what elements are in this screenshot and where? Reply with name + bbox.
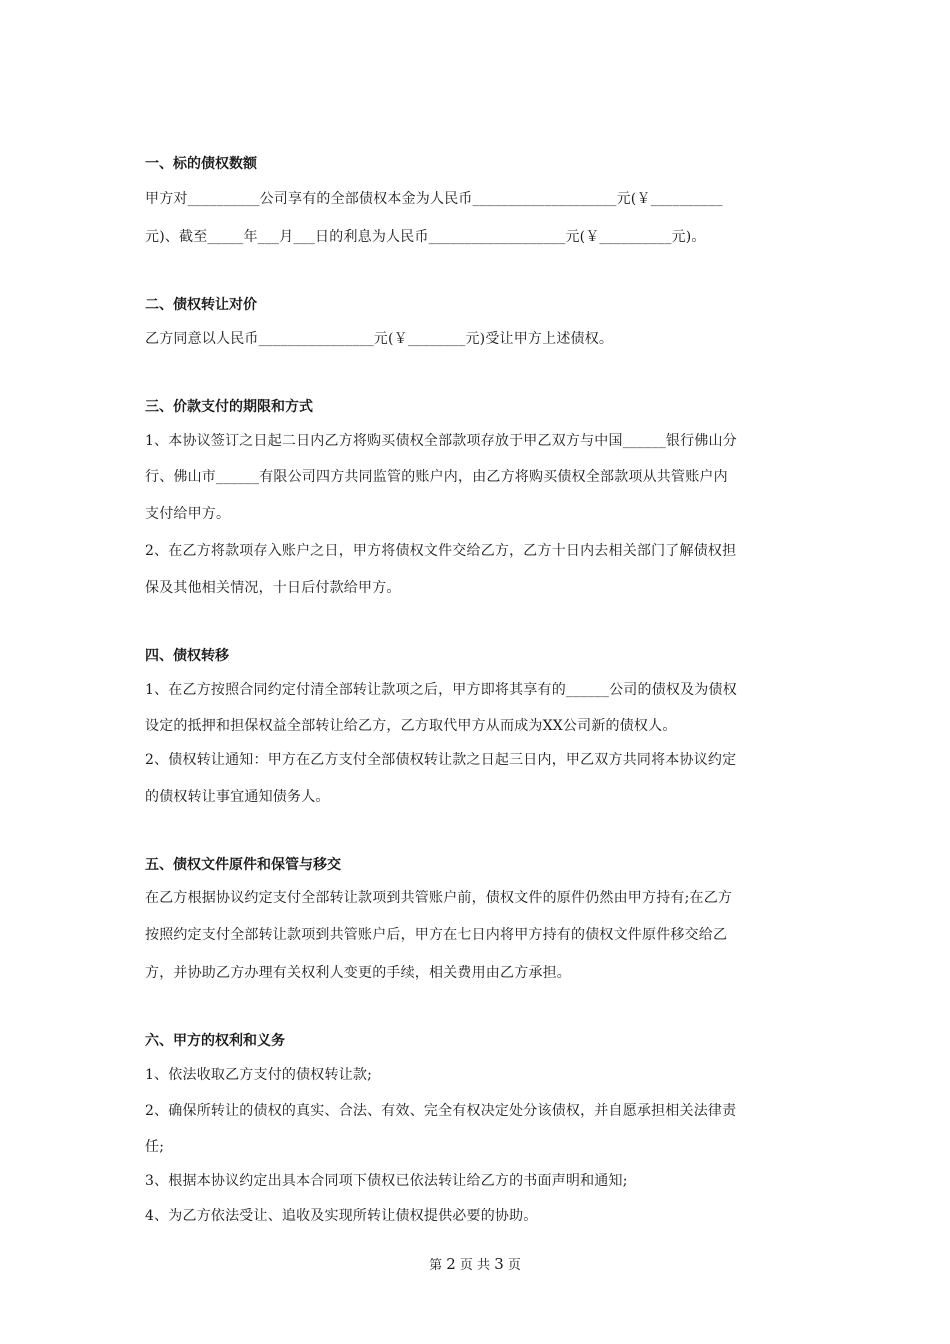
- paragraph-line: 1、在乙方按照合同约定付清全部转让款项之后，甲方即将其享有的______公司的债权及为债权: [145, 682, 737, 698]
- paragraph-line: 甲方对__________公司享有的全部债权本金为人民币____________________元(￥__________: [145, 191, 723, 207]
- paragraph-line: 的债权转让事宜通知债务人。: [145, 789, 330, 805]
- page-footer: [0, 1254, 950, 1273]
- paragraph-line: 2、在乙方将款项存入账户之日，甲方将债权文件交给乙方，乙方十日内去相关部门了解债权担: [145, 543, 737, 559]
- section-title: 四、债权转移: [145, 648, 229, 664]
- paragraph-line: 支付给甲方。: [145, 506, 231, 522]
- paragraph-line: 2、确保所转让的债权的真实、合法、有效、完全有权决定处分该债权，并自愿承担相关法律责: [145, 1103, 737, 1119]
- paragraph-line: 方，并协助乙方办理有关权利人变更的手续，相关费用由乙方承担。: [145, 965, 571, 981]
- paragraph-line: 在乙方根据协议约定支付全部转让款项到共管账户前，债权文件的原件仍然由甲方持有;在乙方: [145, 890, 733, 906]
- footer-prefix: 第: [429, 1258, 443, 1273]
- footer-middle: 页 共: [459, 1258, 491, 1273]
- section-title: 二、债权转让对价: [145, 297, 257, 313]
- paragraph-line: 保及其他相关情况，十日后付款给甲方。: [145, 580, 401, 596]
- paragraph-line: 3、根据本协议约定出具本合同项下债权已依法转让给乙方的书面声明和通知;: [145, 1173, 628, 1189]
- paragraph-line: 设定的抵押和担保权益全部转让给乙方，乙方取代甲方从而成为XX公司新的债权人。: [145, 718, 677, 734]
- paragraph-line: 元)、截至_____年___月___日的利息为人民币___________________元(￥__________元)。: [145, 229, 706, 245]
- paragraph-line: 任;: [145, 1139, 165, 1155]
- paragraph-line: 2、债权转让通知：甲方在乙方支付全部债权转让款之日起三日内，甲乙双方共同将本协议约定: [145, 752, 737, 768]
- paragraph-line: 4、为乙方依法受让、追收及实现所转让债权提供必要的协助。: [145, 1208, 538, 1224]
- total-pages-number: 3: [494, 1255, 504, 1273]
- section-title: 六、甲方的权利和义务: [145, 1033, 285, 1049]
- paragraph-line: 按照约定支付全部转让款项到共管账户后，甲方在七日内将甲方持有的债权文件原件移交给乙: [145, 927, 728, 943]
- section-title: 三、价款支付的期限和方式: [145, 399, 313, 415]
- paragraph-line: 1、依法收取乙方支付的债权转让款;: [145, 1067, 373, 1083]
- section-title: 一、标的债权数额: [145, 156, 257, 172]
- footer-suffix: 页: [507, 1258, 521, 1273]
- current-page-number: 2: [446, 1255, 456, 1273]
- paragraph-line: 行、佛山市______有限公司四方共同监管的账户内，由乙方将购买债权全部款项从共管账户内: [145, 469, 728, 485]
- section-title: 五、债权文件原件和保管与移交: [145, 857, 341, 873]
- paragraph-line: 乙方同意以人民币________________元(￥________元)受让甲方上述债权。: [145, 331, 614, 347]
- paragraph-line: 1、本协议签订之日起二日内乙方将购买债权全部款项存放于甲乙双方与中国______银行佛山分: [145, 433, 737, 449]
